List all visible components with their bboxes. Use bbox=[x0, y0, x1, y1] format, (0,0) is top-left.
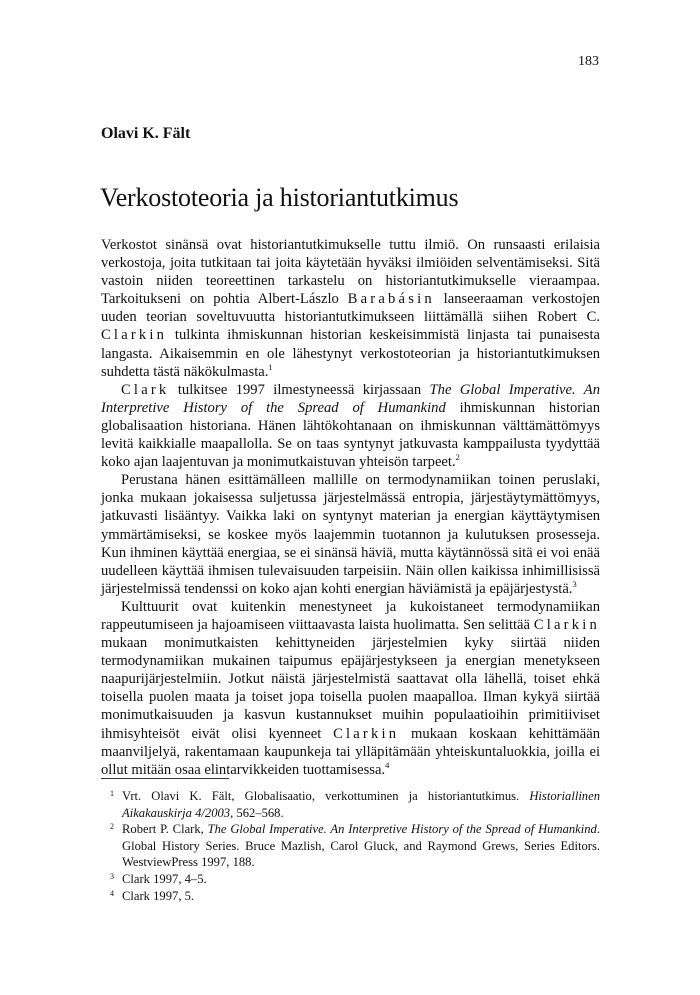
text-run: , 562–568. bbox=[230, 805, 284, 820]
paragraph bbox=[101, 236, 600, 381]
footnote-ref: 1 bbox=[268, 361, 273, 372]
text-run: ihmiskunnan historian globalisaation historiana. Hänen lähtökohtanaan on ihmiskunnan välttämättömyys levitä kaikkialle maapallolla. Se on taas syntynyt jatkuvasta kamppailusta tyydyttää koko ajan laajentuvan ja monimutkaistuvan yhteisön tarpeet. bbox=[101, 399, 600, 471]
footnote bbox=[101, 821, 600, 871]
text-run: Vrt. Olavi K. Fält, Globalisaatio, verkottuminen ja historiantutkimus. bbox=[122, 789, 530, 803]
spaced-name: Clark bbox=[121, 381, 170, 398]
text-run: Clark 1997, 4–5. bbox=[122, 871, 207, 886]
text-run: tulkinta ihmiskunnan historian keskeisimmistä linjasta tai punaisesta langasta. Aikaisemmin en ole lähestynyt verkostoteorian ja historiantutkimuksen suhdetta tästä näkökulmasta. bbox=[101, 327, 600, 380]
author-name: Olavi K. Fält bbox=[101, 125, 191, 142]
text-run: Perustana hänen esittämälleen mallille on termodynamiikan toinen peruslaki, jonka mukaan jokaisessa suljetussa järjestelmässä entropia, järjestäytymättömyys, jatkuvasti lisääntyy. Vaikka laki on syntynyt materian ja energian käyttäytymisen ymmärtämiseksi, se koskee myös laajemmin tuotannon ja kulutuksen prosesseja. Kun ihminen käyttää energiaa, se ei sinänsä häviä, mutta käytännössä sitä ei voi enää uudelleen käyttää ihmisen tulevaisuuden tarpeisiin. Näin ollen kaikissa inhimillisissä järjestelmissä tendenssi on koko ajan kohti energian häviämistä ja epäjärjestystä. bbox=[101, 472, 600, 597]
footnote-number: 3 bbox=[110, 871, 114, 881]
spaced-name: Barabásin bbox=[347, 291, 435, 308]
footnotes bbox=[101, 788, 600, 904]
body-text bbox=[101, 236, 600, 779]
paragraph bbox=[101, 381, 600, 471]
footnote-number: 1 bbox=[110, 789, 114, 798]
footnote bbox=[101, 888, 600, 905]
italic-run: Historiallinen Aikakauskirja 4/2003 bbox=[122, 789, 600, 820]
text-run: . Global History Series. Bruce Mazlish, Carol Gluck, and Raymond Grews, Series Editors. WestviewPress 1997, 188. bbox=[122, 822, 601, 870]
paragraph bbox=[101, 471, 600, 598]
article-title: Verkostoteoria ja historiantutkimus bbox=[100, 183, 459, 212]
footnote-ref: 2 bbox=[455, 452, 460, 463]
spaced-name: Clarkin bbox=[101, 327, 168, 344]
text-run: lanseeraaman verkostojen uuden teorian soveltuvuutta historiantutkimukseen liittämällä siihen Robert C. bbox=[101, 291, 600, 326]
footnote-ref: 3 bbox=[572, 578, 577, 589]
footnote-ref: 4 bbox=[385, 759, 390, 770]
footnote-number: 4 bbox=[110, 888, 114, 898]
footnote-rule bbox=[101, 778, 229, 779]
text-run: Kulttuurit ovat kuitenkin menestyneet ja kukoistaneet termodynamiikan rappeutumiseen ja hajoamiseen viittaavasta laista huolimatta. Sen selittää bbox=[101, 598, 600, 633]
italic-run: The Global Imperative. An Interpretive History of the Spread of Humankind bbox=[207, 822, 597, 837]
page-number: 183 bbox=[578, 54, 599, 69]
text-run: Robert P. Clark, bbox=[122, 822, 208, 837]
spaced-name: Clarkin bbox=[333, 725, 400, 742]
italic-run: The Global Imperative. An Interpretive History of the Spread of Humankind bbox=[101, 381, 600, 416]
footnote bbox=[101, 788, 600, 821]
paragraph bbox=[101, 598, 600, 779]
text-run: Clark 1997, 5. bbox=[122, 888, 195, 903]
footnote-number: 2 bbox=[110, 822, 114, 832]
footnote bbox=[101, 871, 600, 888]
text-run: tulkitsee 1997 ilmestyneessä kirjassaan bbox=[169, 381, 430, 398]
text-run: mukaan monimutkaisten kehittyneiden järjestelmien kyky siirtää niiden termodynamiikan mukainen taipumus epäjärjestykseen ja energian menetykseen naapurijärjestelmiin. Jotkut näistä järjestelmistä saattavat olla lähellä, toiset ehkä toisella puolen maata ja toiset jopa toisella puolen maapalloa. Ilman kykyä siirtää monimutkaisuuden ja kasvun kustannukset muihin populaatioihin primitiiviset ihmisyhteisöt eivät olisi kyenneet bbox=[101, 635, 600, 742]
text-run: Verkostot sinänsä ovat historiantutkimukselle tuttu ilmiö. On runsaasti erilaisia verkostoja, joita tutkitaan tai joita käytetään hyväksi ilmiöiden selventämiseksi. Sitä vastoin niiden teoreettinen tarkastelu on historiantutkimukselle vieraampaa. Tarkoitukseni on pohtia Albert-Lászlo bbox=[101, 237, 600, 308]
spaced-name: Clarkin bbox=[533, 616, 600, 633]
text-run: mukaan koskaan kehittämään maanviljelyä, rakentamaan kaupunkeja tai ylläpitämään yhteiskuntaluokkia, joilla ei ollut mitään osaa elintarvikkeiden tuottamisessa. bbox=[101, 725, 601, 778]
